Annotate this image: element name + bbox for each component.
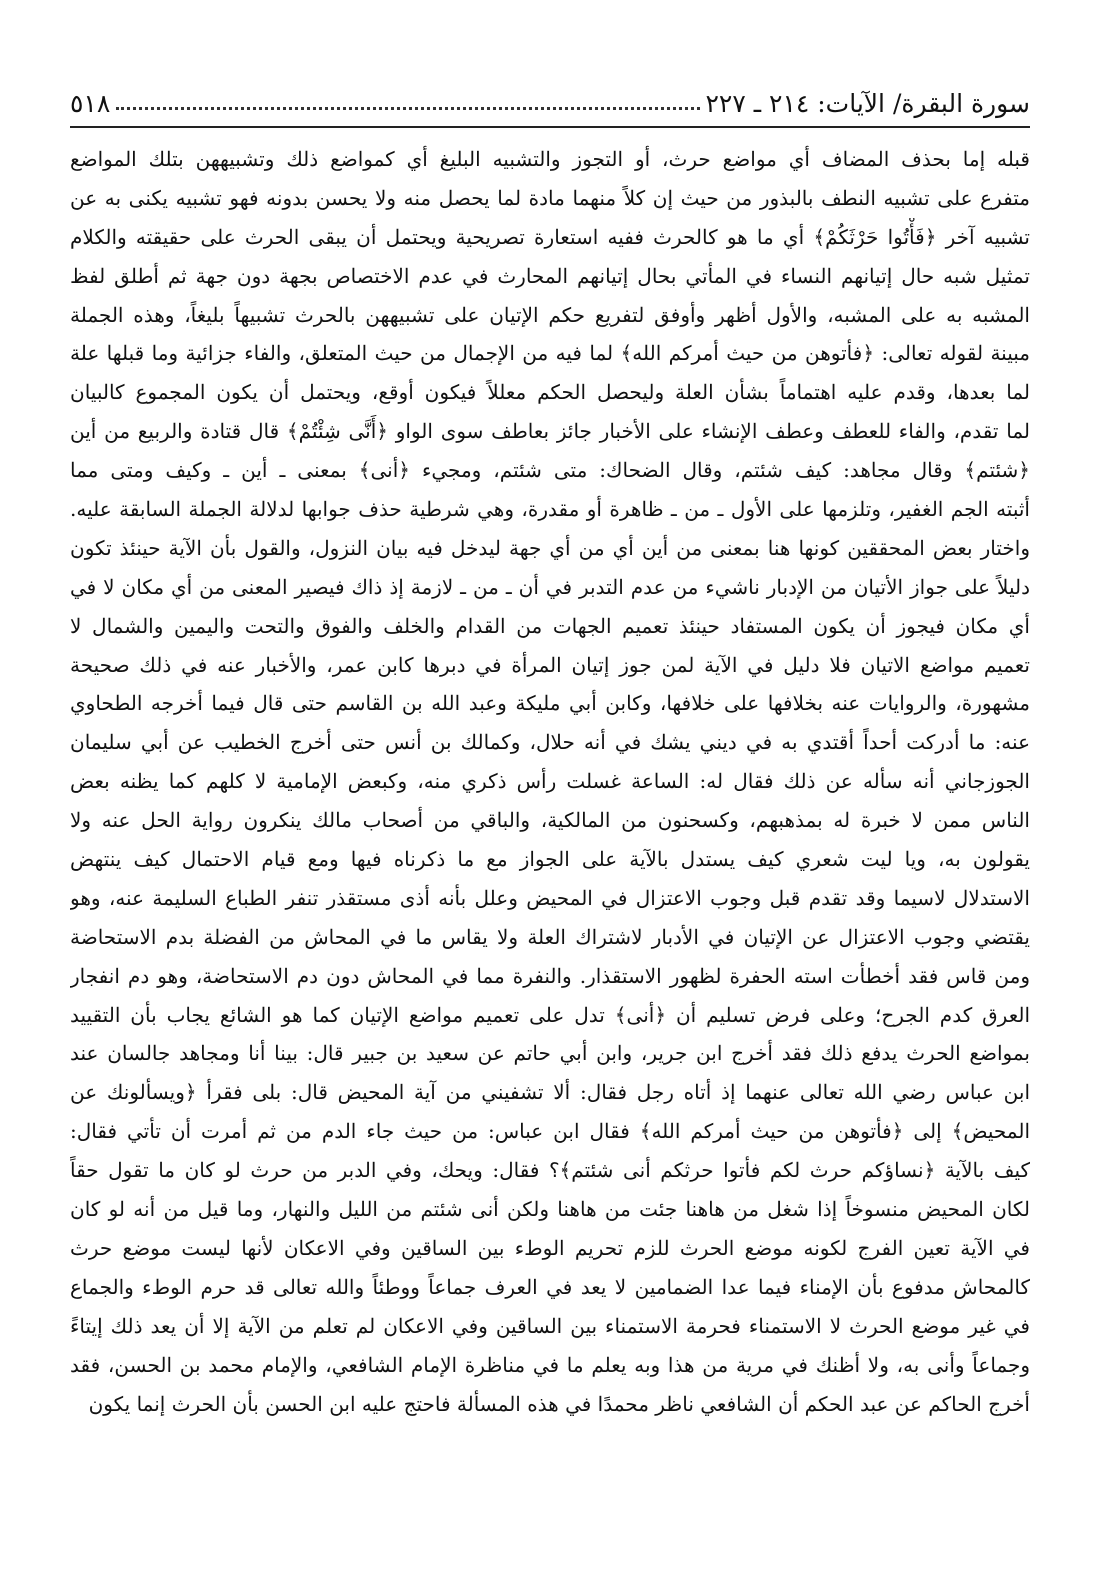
text-line: وجماعاً وأنى به، ولا أظنك في مرية من هذا وبه يعلم ما في مناظرة الإمام الشافعي، والإمام محمد بن الحسن، فقد — [70, 1352, 1030, 1377]
text-line: عنه: ما أدركت أحداً أقتدي به في ديني يشك في أنه حلال، وكمالك بن أنس حتى أخرج الخطيب عن أبي سليمان — [70, 730, 1030, 755]
text-line: قبله إما بحذف المضاف أي مواضع حرث، أو التجوز والتشبيه البليغ أي كمواضع ذلك وتشبيههن بتلك المواضع — [70, 147, 1030, 171]
text-line: مشهورة، والروايات عنه بخلافها على خلافها، وكابن أبي مليكة وعبد الله بن القاسم حتى قال فيما أخرجه الطحاوي — [70, 691, 1030, 716]
text-line: دليلاً على جواز الأتيان من الإدبار ناشيء من عدم التدبر في أن ـ من ـ لازمة إذ ذاك فيصير المعنى من أي مكان لا في — [70, 574, 1030, 599]
text-line: في الآية تعين الفرج لكونه موضع الحرث للزم تحريم الوطء بين الساقين وفي الاعكان لأنها ليست موضع حرث — [70, 1235, 1030, 1260]
text-line: ومن قاس فقد أخطأت استه الحفرة لظهور الاستقذار. والنفرة مما في المحاش دون دم الاستحاضة، وهو دم انفجار — [70, 963, 1030, 988]
text-line: ابن عباس رضي الله تعالى عنهما إذ أتاه رجل فقال: ألا تشفيني من آية المحيض قال: بلى فقرأ ﴿ويسألونك عن — [70, 1080, 1030, 1105]
text-line: متفرع على تشبيه النطف بالبذور من حيث إن كلاً منهما مادة لما يحصل منه ولا يحسن بدونه فهو تشبيه يكنى به عن — [70, 185, 1030, 210]
text-line: تعميم مواضع الاتيان فلا دليل في الآية لمن جوز إتيان المرأة في دبرها كابن عمر، والأخبار عنه في ذلك صحيحة — [70, 652, 1030, 677]
text-line: لكان المحيض منسوخاً إذا شغل من هاهنا جئت من هاهنا ولكن أنى شئتم من الليل والنهار، وما قيل من أنه لو كان — [70, 1197, 1030, 1222]
text-line: بمواضع الحرث يدفع ذلك فقد أخرج ابن جرير، وابن أبي حاتم عن سعيد بن جبير قال: بينا أنا ومجاهد جالسان عند — [70, 1041, 1030, 1066]
text-line: تشبيه آخر ﴿فَأْتُوا حَرْثَكُمْ﴾ أي ما هو كالحرث ففيه استعارة تصريحية ويحتمل أن يبقى الحرث على حقيقته والكلام — [70, 224, 1030, 249]
text-line: أي مكان فيجوز أن يكون المستفاد حينئذ تعميم الجهات من القدام والخلف والفوق والتحت واليمين والشمال لا — [70, 613, 1030, 638]
text-line: يقتضي وجوب الاعتزال عن الإتيان في الأدبار لاشتراك العلة ولا يقاس ما في المحاش من الفضلة بدم الاستحاضة — [70, 924, 1030, 949]
text-line: أخرج الحاكم عن عبد الحكم أن الشافعي ناظر محمدًا في هذه المسألة فاحتج عليه ابن الحسن بأن الحرث إنما يكون — [88, 1391, 1030, 1416]
text-line: في غير موضع الحرث لا الاستمناء فحرمة الاستمناء بين الساقين وفي الاعكان لم تعلم من الآية إلا أن يعد ذلك إيتاءً — [70, 1313, 1030, 1338]
header-leader-dots — [116, 107, 699, 110]
text-line: أثبته الجم الغفير، وتلزمها على الأول ـ من ـ ظاهرة أو مقدرة، وهي شرطية حذف جوابها لدلالة الجملة السابقة عليه. — [70, 497, 1030, 522]
text-line: المحيض﴾ إلى ﴿فأتوهن من حيث أمركم الله﴾ فقال ابن عباس: من حيث جاء الدم من ثم أمرت أن تأتي فقال: — [70, 1119, 1030, 1144]
text-line: العرق كدم الجرح؛ وعلى فرض تسليم أن ﴿أنى﴾ تدل على تعميم مواضع الإتيان كما هو الشائع يجاب بأن التقييد — [70, 1002, 1030, 1027]
text-line: المشبه به على المشبه، والأول أظهر وأوفق لتفريع حكم الإتيان على تشبيههن بالحرث تشبيهاً بليغاً، وهذه الجملة — [70, 302, 1030, 327]
text-line: لما تقدم، والفاء للعطف وعطف الإنشاء على الأخبار جائز بعاطف سوى الواو ﴿أَنَّى شِئْتُمْ﴾ قال قتادة والربيع من أين — [70, 419, 1030, 444]
text-line: كيف بالآية ﴿نساؤكم حرث لكم فأتوا حرثكم أنى شئتم﴾؟ فقال: ويحك، وفي الدبر من حرث لو كان ما تقول حقاً — [70, 1158, 1030, 1183]
text-line: لما بعدها، وقدم عليه اهتماماً بشأن العلة وليحصل الحكم معللاً فيكون أوقع، ويحتمل أن يكون المجموع كالبيان — [70, 380, 1030, 405]
text-line: الاستدلال لاسيما وقد تقدم قبل وجوب الاعتزال في المحيض وعلل بأنه أذى مستقذر تنفر الطباع السليمة عنه، وهو — [70, 885, 1030, 910]
page-number: ٥١٨ — [70, 89, 111, 118]
text-line: مبينة لقوله تعالى: ﴿فأتوهن من حيث أمركم الله﴾ لما فيه من الإجمال من حيث المتعلق، والفاء جزائية وما قبلها علة — [70, 341, 1030, 366]
text-body — [70, 140, 1030, 1423]
surah-title: سورة البقرة/ الآيات: ٢١٤ ـ ٢٢٧ — [705, 89, 1030, 118]
page-header — [70, 78, 1030, 128]
text-line: الجوزجاني أنه سأله عن ذلك فقال له: الساعة غسلت رأس ذكري منه، وكبعض الإمامية لا كلهم كما يظنه بعض — [70, 769, 1030, 794]
text-line: ﴿شئتم﴾ وقال مجاهد: كيف شئتم، وقال الضحاك: متى شئتم، ومجيء ﴿أنى﴾ بمعنى ـ أين ـ وكيف ومتى مما — [70, 458, 1030, 483]
text-line: كالمحاش مدفوع بأن الإمناء فيما عدا الضمامين لا يعد في العرف جماعاً ووطئاً والله تعالى قد حرم الوطء والجماع — [70, 1274, 1030, 1299]
text-line: الناس ممن لا خبرة له بمذهبهم، وكسحنون من المالكية، والباقي من أصحاب مالك ينكرون رواية الحل عنه ولا — [70, 808, 1030, 833]
text-line: واختار بعض المحققين كونها هنا بمعنى من أين أي من أي جهة ليدخل فيه بيان النزول، والقول بأن الآية حينئذ تكون — [70, 535, 1030, 560]
text-line: تمثيل شبه حال إتيانهم النساء في المأتي بحال إتيانهم المحارث في عدم الاختصاص بجهة دون جهة ثم أطلق لفظ — [70, 263, 1030, 288]
text-line: يقولون به، ويا ليت شعري كيف يستدل بالآية على الجواز مع ما ذكرناه فيها ومع قيام الاحتمال كيف ينتهض — [70, 847, 1030, 872]
